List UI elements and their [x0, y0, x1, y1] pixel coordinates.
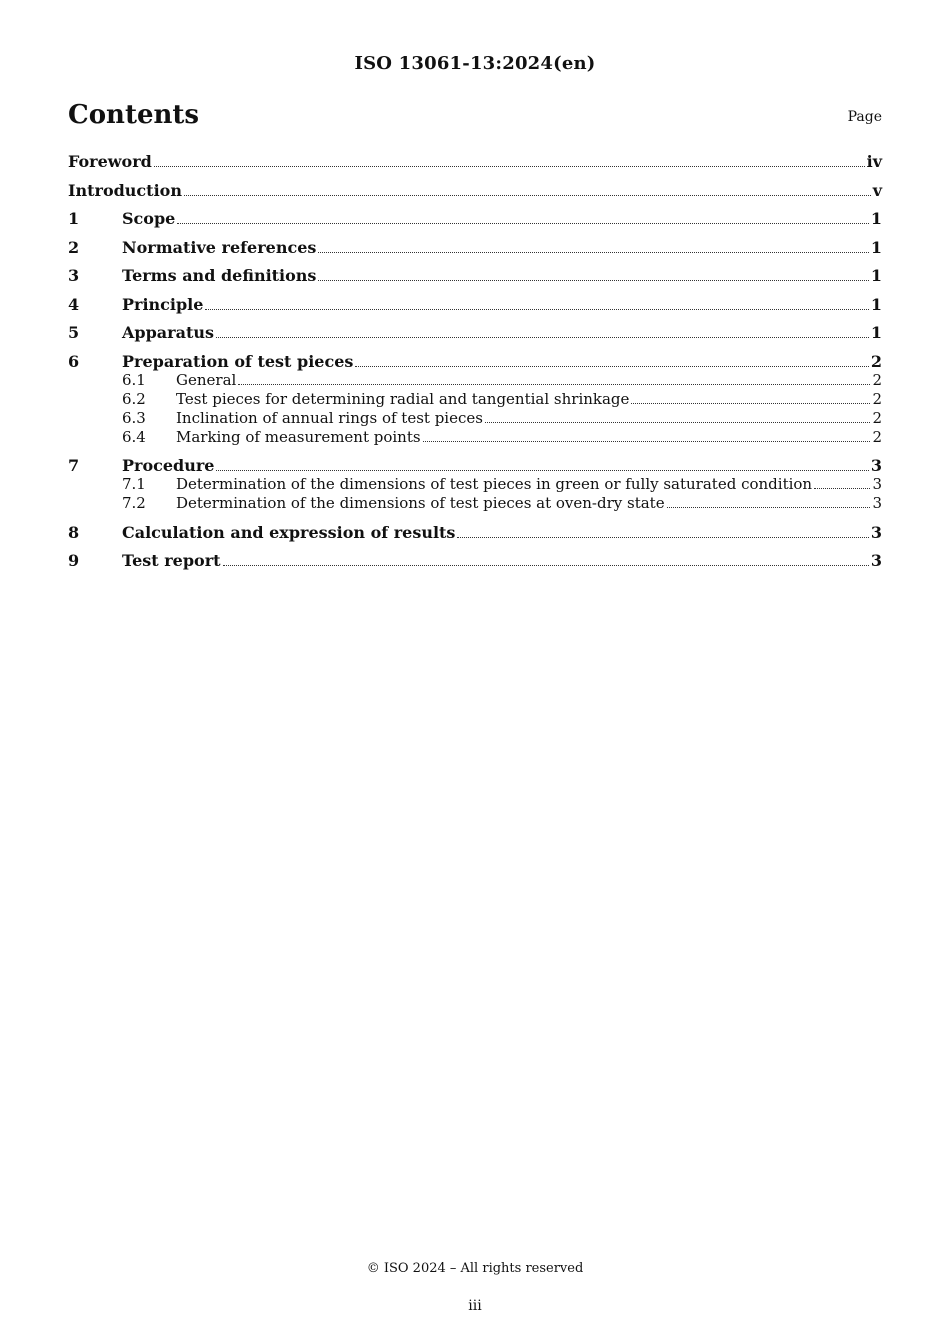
toc-entry-page: 3: [870, 456, 882, 475]
toc-entry-page: 1: [870, 209, 882, 228]
toc-entry-page: 3: [870, 551, 882, 570]
toc-entry-page: 3: [872, 475, 882, 493]
dot-leader: [457, 536, 868, 538]
toc-entry-number: 6.4: [122, 427, 146, 446]
dot-leader: [238, 383, 870, 385]
toc-entry-9[interactable]: [68, 551, 882, 570]
toc-entry-page: 1: [870, 323, 882, 342]
toc-entry-page: 2: [872, 370, 882, 389]
toc-entry-2[interactable]: [68, 238, 882, 257]
toc-entry-6-3[interactable]: [68, 409, 882, 428]
toc-entry-label: Preparation of test pieces: [122, 351, 354, 371]
toc-entry-number: 5: [68, 323, 80, 342]
toc-entry-number: 7: [68, 456, 80, 475]
toc-entry-label: Foreword: [68, 152, 152, 171]
toc-entry-number: 8: [68, 522, 80, 542]
toc-entry-number: 2: [68, 237, 80, 257]
page-number: iii: [468, 1298, 482, 1314]
toc-entry-6[interactable]: [68, 352, 882, 371]
toc-entry-3[interactable]: [68, 266, 882, 285]
toc-entry-label: Scope: [122, 209, 176, 228]
toc-entry-number: 6.1: [122, 370, 146, 389]
dot-leader: [423, 440, 871, 442]
toc-entry-page: 1: [870, 237, 882, 257]
toc-title: Contents: [68, 100, 200, 130]
toc-entry-number: 7.2: [122, 494, 146, 512]
toc-entry-label: Marking of measurement points: [176, 427, 421, 446]
toc-entry-page: 1: [870, 294, 882, 314]
toc-entry-label: Inclination of annual rings of test pieces: [176, 408, 483, 427]
toc-entry-number: 6.2: [122, 389, 146, 408]
toc-entry-number: 7.1: [122, 475, 146, 493]
page-column-label: Page: [847, 109, 882, 125]
dot-leader: [216, 336, 869, 338]
dot-leader: [184, 194, 871, 196]
dot-leader: [177, 222, 869, 224]
toc-entry-page: 1: [870, 266, 882, 285]
toc-entry-7-1[interactable]: [68, 475, 882, 494]
toc-entry-7[interactable]: [68, 456, 882, 475]
toc-entry-page: iv: [866, 152, 882, 171]
toc-entry-page: 2: [872, 389, 882, 408]
toc-entry-5[interactable]: [68, 323, 882, 342]
document-id: ISO 13061-13:2024(en): [354, 53, 596, 74]
toc-entry-page: 2: [872, 427, 882, 446]
dot-leader: [485, 421, 871, 423]
copyright-notice: © ISO 2024 – All rights reserved: [366, 1261, 584, 1276]
dot-leader: [318, 279, 868, 281]
toc-entry-number: 9: [68, 551, 80, 570]
toc-entry-label: Apparatus: [122, 323, 214, 342]
dot-leader: [205, 308, 868, 310]
toc-entry-number: 1: [68, 209, 80, 228]
toc-entry-number: 6: [68, 351, 80, 371]
toc-entry-label: Procedure: [122, 456, 215, 475]
toc-entry-number: 6.3: [122, 408, 146, 427]
toc-entry-6-2[interactable]: [68, 390, 882, 409]
toc-entry-label: Test pieces for determining radial and tangential shrinkage: [176, 389, 630, 408]
toc-entry-7-2[interactable]: [68, 494, 882, 513]
toc-entry-1[interactable]: [68, 209, 882, 228]
toc-entry-6-1[interactable]: [68, 371, 882, 390]
toc-entry-page: 3: [872, 494, 882, 512]
dot-leader: [154, 165, 865, 167]
toc-entry-introduction[interactable]: [68, 181, 882, 200]
toc-entry-page: 3: [870, 522, 882, 542]
toc-entry-label: Calculation and expression of results: [122, 522, 456, 542]
table-of-contents: [68, 152, 882, 570]
toc-entry-label: Principle: [122, 294, 204, 314]
dot-leader: [667, 506, 871, 508]
toc-entry-foreword[interactable]: [68, 152, 882, 171]
dot-leader: [631, 402, 870, 404]
toc-entry-page: 2: [870, 351, 882, 371]
toc-entry-8[interactable]: [68, 523, 882, 542]
dot-leader: [814, 487, 870, 489]
dot-leader: [216, 469, 868, 471]
toc-entry-label: General: [176, 370, 237, 389]
toc-entry-label: Determination of the dimensions of test pieces in green or fully saturated condition: [176, 475, 813, 493]
toc-entry-page: 2: [872, 408, 882, 427]
toc-entry-label: Terms and definitions: [122, 266, 317, 285]
toc-entry-label: Test report: [122, 551, 221, 570]
toc-entry-6-4[interactable]: [68, 428, 882, 447]
dot-leader: [318, 251, 868, 253]
dot-leader: [223, 564, 869, 566]
toc-entry-label: Determination of the dimensions of test pieces at oven-dry state: [176, 494, 665, 512]
toc-entry-label: Normative references: [122, 237, 317, 257]
toc-entry-page: v: [872, 180, 882, 200]
toc-entry-number: 3: [68, 266, 80, 285]
toc-entry-4[interactable]: [68, 295, 882, 314]
dot-leader: [355, 365, 868, 367]
toc-entry-label: Introduction: [68, 180, 182, 200]
toc-entry-number: 4: [68, 294, 80, 314]
